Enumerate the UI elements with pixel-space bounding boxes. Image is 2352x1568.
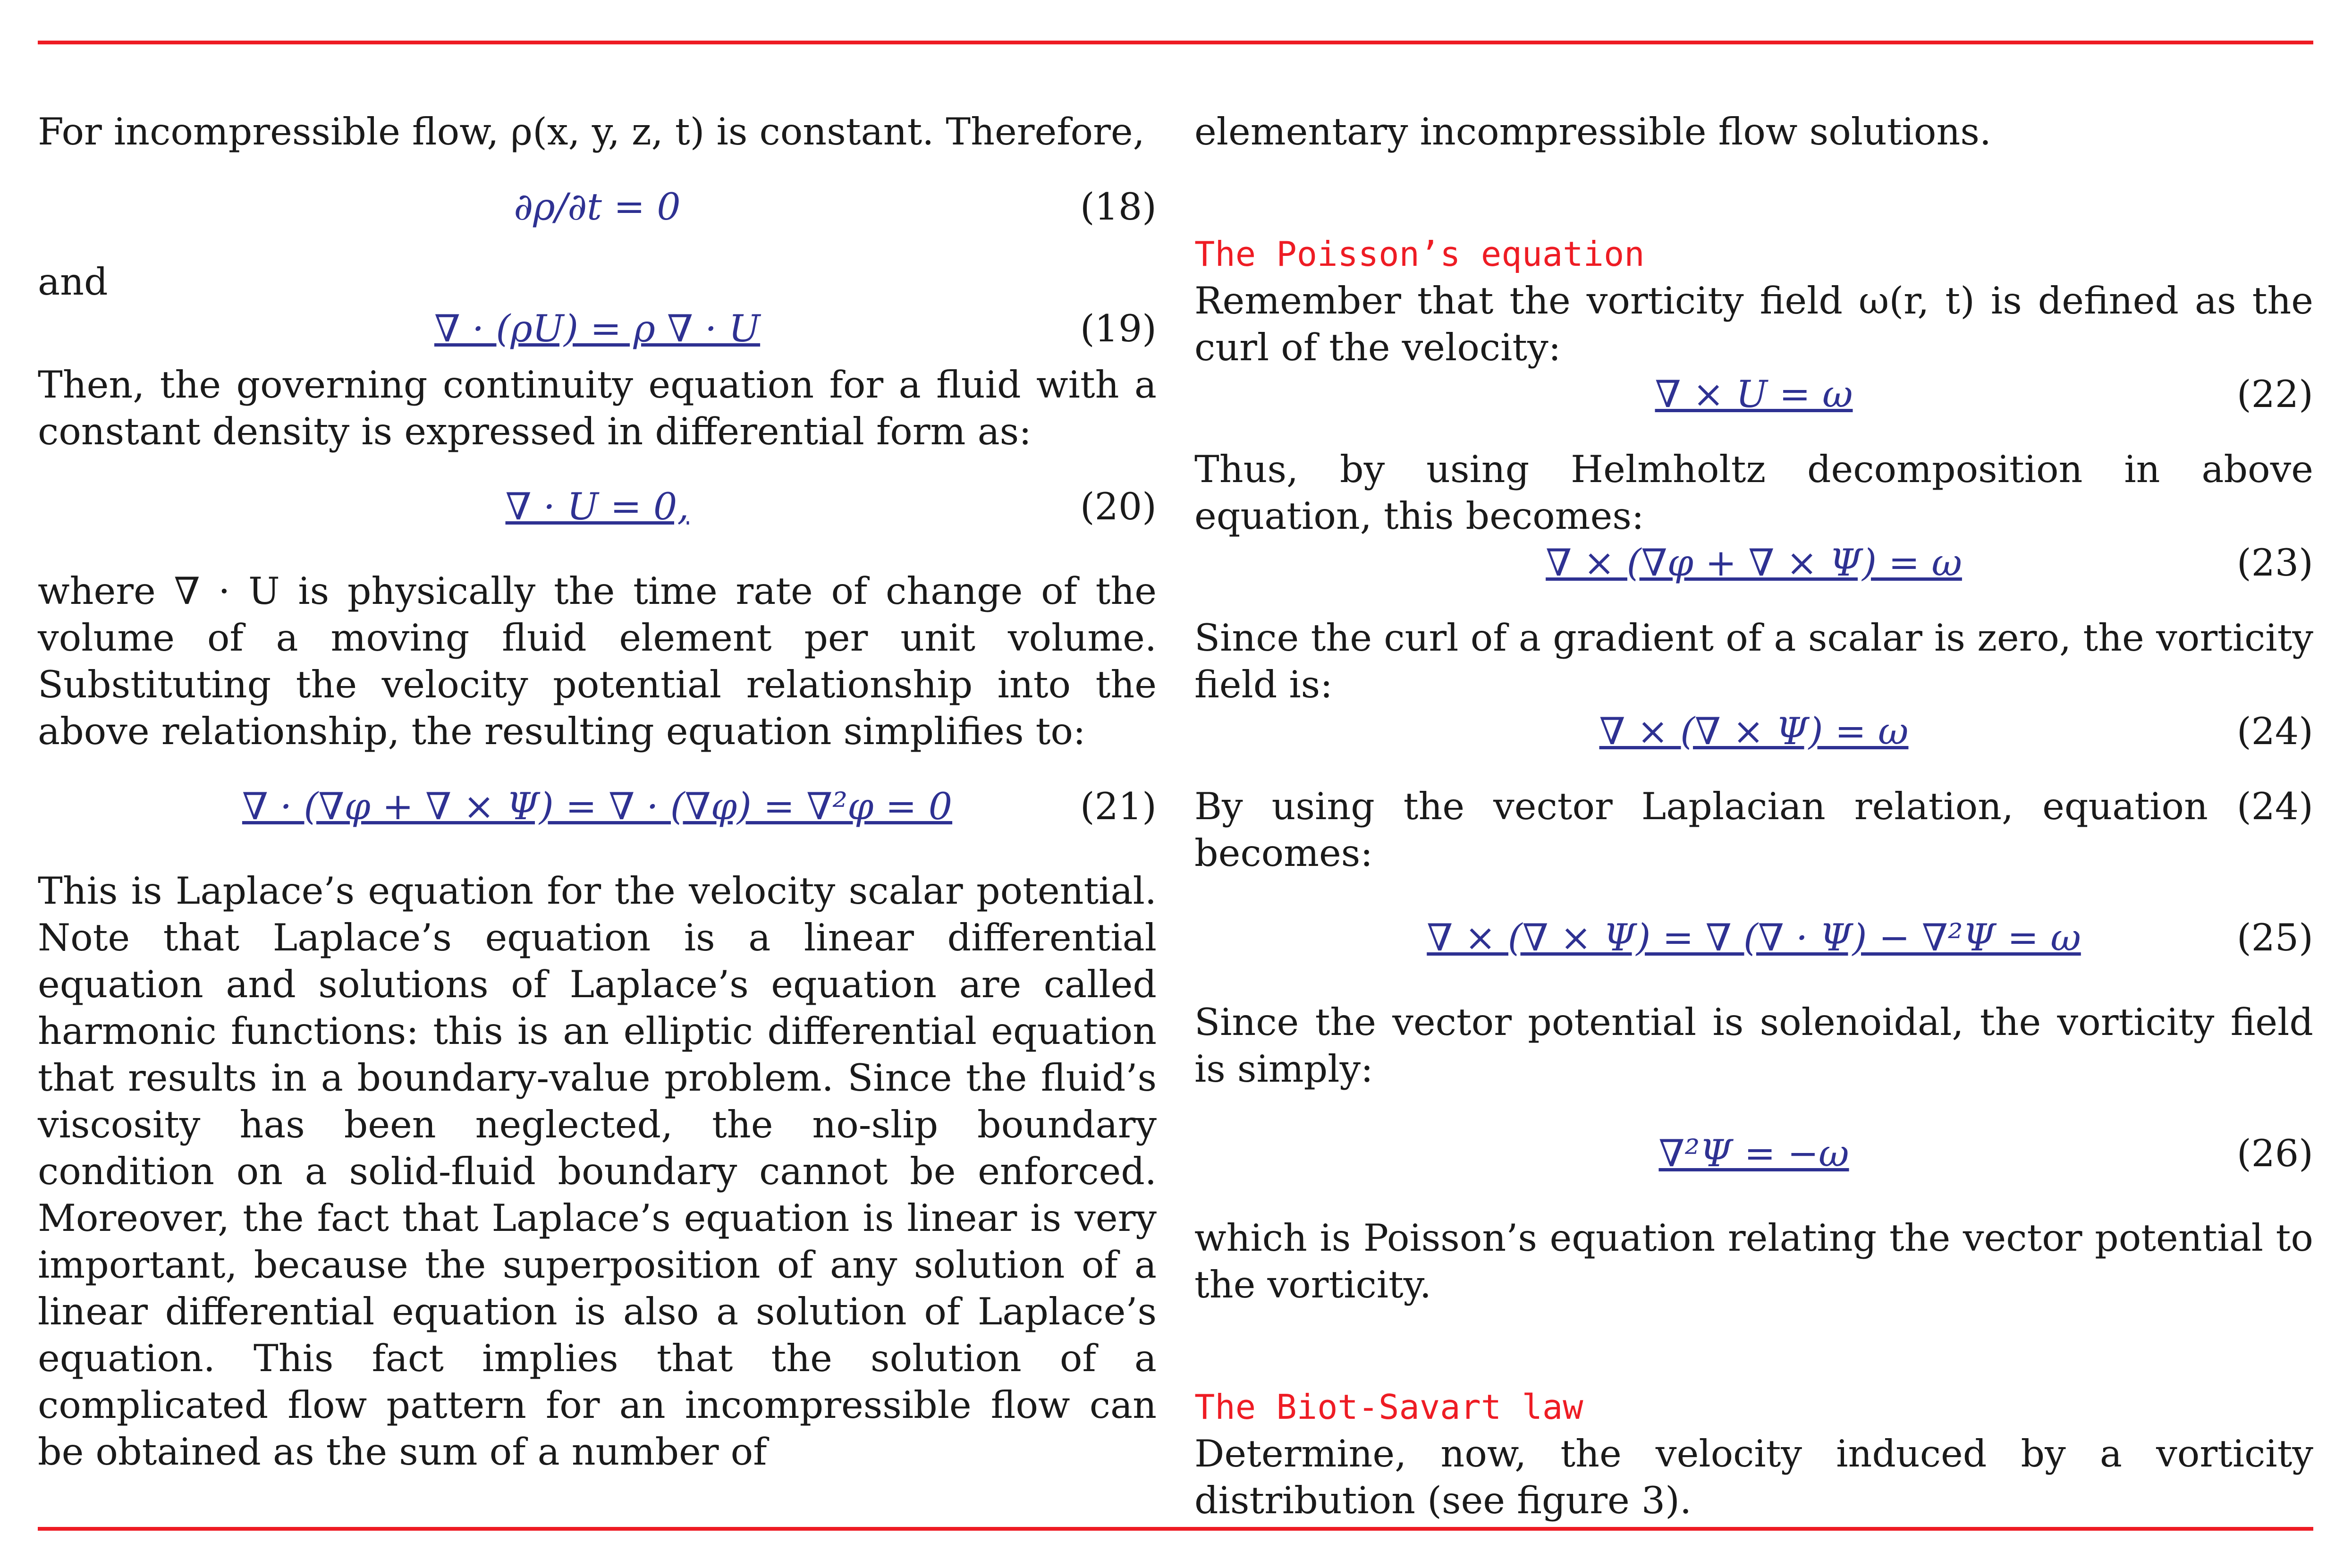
equation-21-number: (21) — [1080, 785, 1157, 828]
paragraph-poisson-relation: which is Poisson’s equation relating the vector potential to the vorticity. — [1194, 1216, 2313, 1306]
bottom-red-rule — [38, 1527, 2313, 1531]
equation-18 — [38, 184, 1157, 230]
paragraph-helmholtz: Thus, by using Helmholtz decomposition in above equation, this becomes: — [1194, 448, 2313, 538]
equation-24-number: (24) — [2236, 710, 2313, 753]
equation-22-number: (22) — [2236, 373, 2313, 416]
equation-19 — [38, 305, 1157, 352]
equation-23 — [1194, 540, 2313, 586]
equation-23-number: (23) — [2236, 541, 2313, 585]
paragraph-vector-laplacian: By using the vector Laplacian relation, equation (24) becomes: — [1194, 785, 2313, 875]
paragraph-elementary: elementary incompressible flow solutions. — [1194, 110, 1992, 153]
equation-20-number: (20) — [1080, 485, 1157, 528]
paragraph-continuity: Then, the governing continuity equation for a fluid with a constant density is expressed in differential form as: — [38, 363, 1157, 453]
paragraph-time-rate: where ∇ · U is physically the time rate of change of the volume of a moving fluid element per unit volume. Substituting the velocity potential relationship into the above relationship, the resulting equation simplifies to: — [38, 569, 1157, 753]
section-heading-biot-savart: The Biot-Savart law — [1194, 1387, 1583, 1427]
paragraph-laplace: This is Laplace’s equation for the velocity scalar potential. Note that Laplace’s equation is a linear differential equation and solutions of Laplace’s equation are called harmonic functions: this is an elliptic differential equation that results in a boundary-value problem. Since the fluid’s viscosity has been neglected, the no-slip boundary condition on a solid-fluid boundary cannot be enforced. Moreover, the fact that Laplace’s equation is linear is very important, because the superposition of any solution of a linear differential equation is also a solution of Laplace’s equation. This fact implies that the solution of a complicated flow pattern for an incompressible flow can be obtained as the sum of a number of — [38, 869, 1157, 1474]
paragraph-and: and — [38, 260, 108, 304]
equation-25-number: (25) — [2236, 916, 2313, 959]
equation-18-number: (18) — [1080, 185, 1157, 229]
equation-19-number: (19) — [1080, 307, 1157, 350]
equation-25-body: ∇ × (∇ × Ψ) = ∇ (∇ · Ψ) − ∇²Ψ = ω — [1427, 916, 2081, 959]
equation-18-body: ∂ρ/∂t = 0 — [514, 185, 681, 229]
paragraph-incompressible: For incompressible flow, ρ(x, y, z, t) is constant. Therefore, — [38, 110, 1145, 153]
equation-26-number: (26) — [2236, 1132, 2313, 1175]
equation-22 — [1194, 371, 2313, 418]
equation-26 — [1194, 1130, 2313, 1177]
paragraph-vorticity-field: Remember that the vorticity field ω(r, t) is defined as the curl of the velocity: — [1194, 279, 2313, 369]
section-heading-poisson: The Poisson’s equation — [1194, 234, 1645, 274]
equation-21 — [38, 783, 1157, 830]
equation-24 — [1194, 708, 2313, 755]
top-red-rule — [38, 41, 2313, 44]
equation-23-body: ∇ × (∇φ + ∇ × Ψ) = ω — [1546, 541, 1962, 585]
paragraph-biot-savart: Determine, now, the velocity induced by a vorticity distribution (see figure 3). — [1194, 1432, 2313, 1522]
equation-19-body: ∇ · (ρU) = ρ ∇ · U — [434, 307, 761, 350]
left-column — [38, 109, 1157, 1475]
paragraph-curl-gradient: Since the curl of a gradient of a scalar is zero, the vorticity field is: — [1194, 616, 2313, 706]
equation-26-body: ∇²Ψ = −ω — [1658, 1132, 1849, 1175]
equation-25 — [1194, 915, 2313, 961]
paragraph-solenoidal: Since the vector potential is solenoidal, the vorticity field is simply: — [1194, 1000, 2313, 1091]
right-column — [1194, 109, 2313, 1524]
equation-20-body: ∇ · U = 0, — [505, 485, 689, 528]
equation-20 — [38, 483, 1157, 530]
equation-22-body: ∇ × U = ω — [1655, 373, 1853, 416]
equation-21-body: ∇ · (∇φ + ∇ × Ψ) = ∇ · (∇φ) = ∇²φ = 0 — [242, 785, 953, 828]
equation-24-body: ∇ × (∇ × Ψ) = ω — [1599, 710, 1909, 753]
